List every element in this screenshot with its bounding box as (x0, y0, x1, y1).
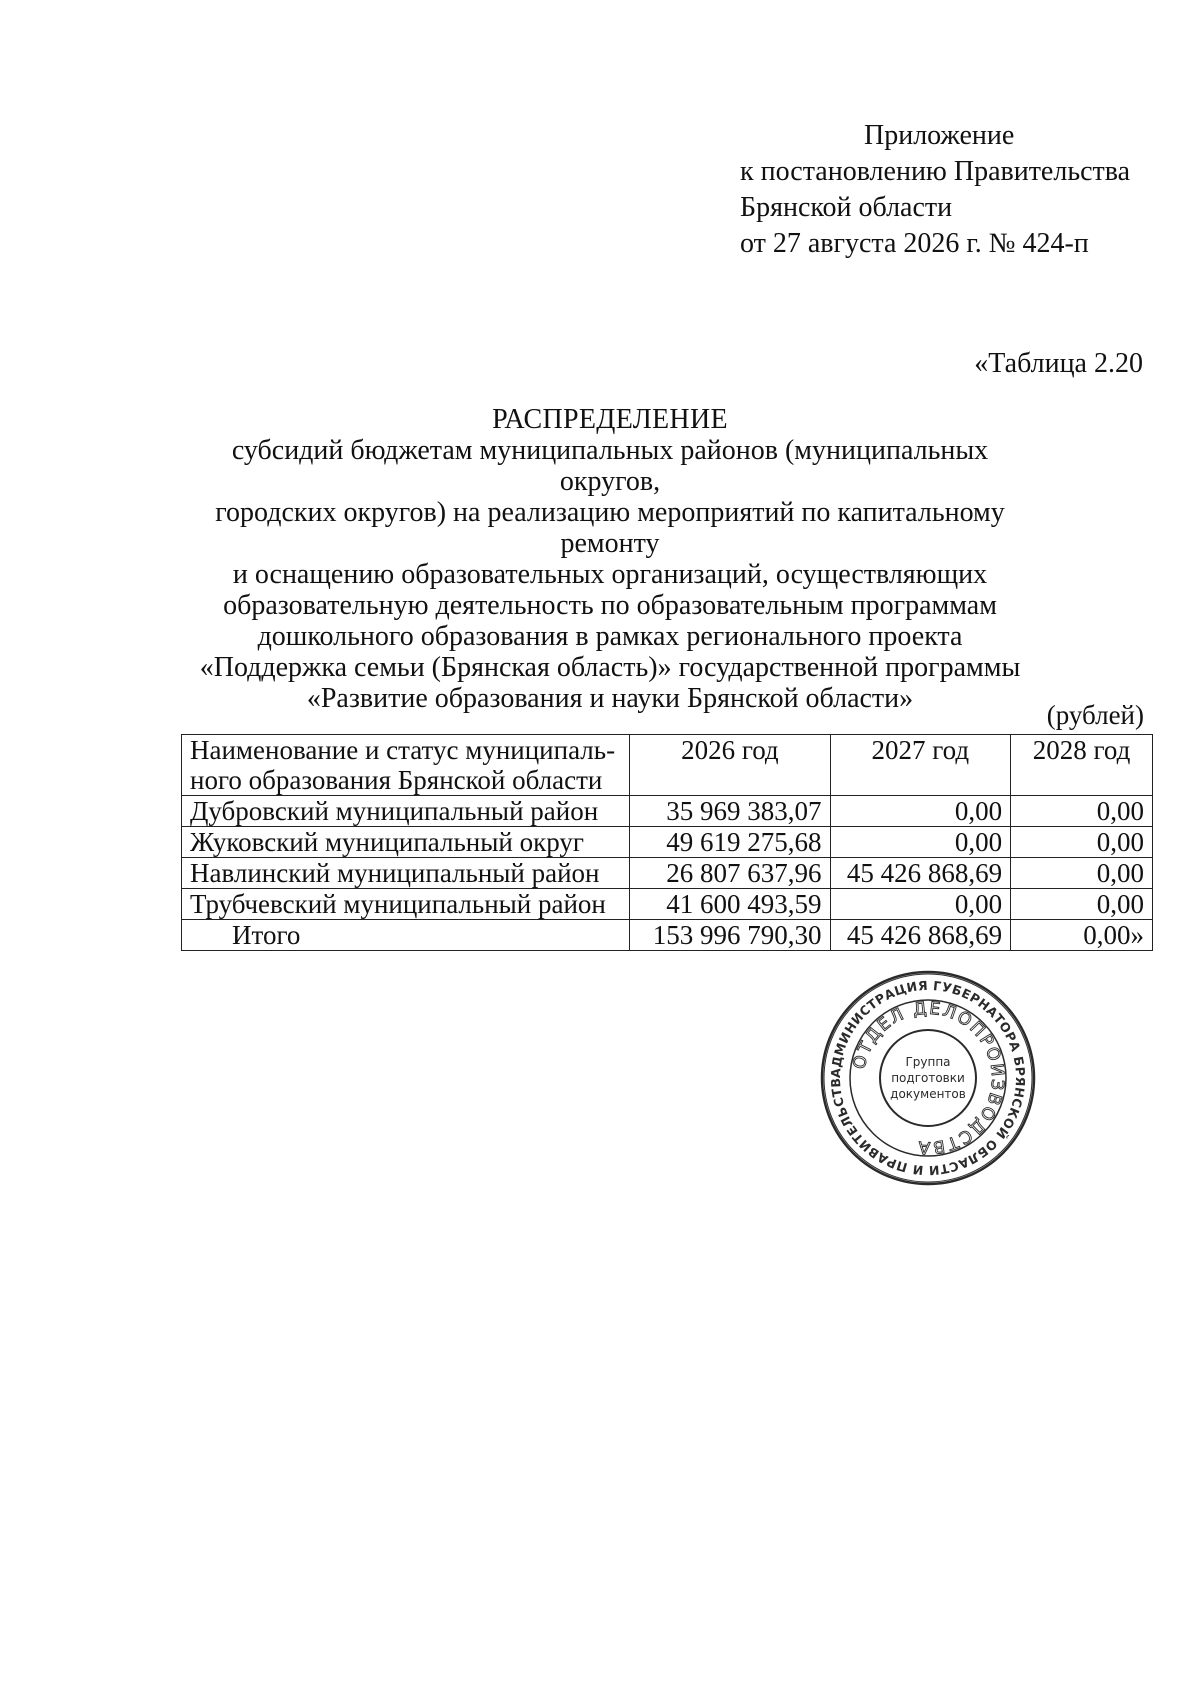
header-name-line: ного образования Брянской области (190, 765, 603, 795)
heading-line: дошкольного образования в рамках регионального проекта (257, 621, 963, 652)
heading-line: городских округов) на реализацию мероприятий по капитальному ремонту (215, 497, 1005, 559)
header-2026: 2026 год (630, 735, 830, 796)
row-name: Жуковский муниципальный округ (182, 827, 630, 858)
appendix-date-number: от 27 августа 2026 г. № 424-п (740, 228, 1089, 259)
subsidy-table (181, 734, 1153, 951)
row-name: Навлинский муниципальный район (182, 858, 630, 889)
appendix-block (740, 118, 1130, 262)
row-2027: 0,00 (830, 796, 1011, 827)
stamp-seal-icon (818, 968, 1038, 1188)
unit-label: (рублей) (1046, 700, 1144, 730)
row-2028: 0,00 (1011, 858, 1153, 889)
stamp-outer-text: АДМИНИСТРАЦИЯ ГУБЕРНАТОРА БРЯНСКОЙ ОБЛАСТИ И ПРАВИТЕЛЬСТВ (827, 977, 1029, 1179)
table-row (182, 889, 1153, 920)
header-2028: 2028 год (1011, 735, 1153, 796)
row-2026: 35 969 383,07 (630, 796, 830, 827)
stamp-center-line: подготовки (891, 1071, 965, 1085)
appendix-title: Приложение (864, 120, 1015, 151)
stamp-center-line: документов (890, 1087, 966, 1101)
header-name-line: Наименование и статус муниципаль- (190, 735, 616, 765)
header-name (182, 735, 630, 796)
table-row (182, 796, 1153, 827)
row-2027: 0,00 (830, 827, 1011, 858)
heading-line: и оснащению образовательных организаций, осуществляющих (232, 559, 988, 590)
header-2027: 2027 год (830, 735, 1011, 796)
row-2027: 0,00 (830, 889, 1011, 920)
row-2028: 0,00 (1011, 796, 1153, 827)
total-name: Итого (182, 920, 630, 951)
heading-line: субсидий бюджетам муниципальных районов (муниципальных округов, (231, 435, 989, 497)
heading-line: образовательную деятельность по образовательным программам (223, 590, 997, 621)
table-reference: «Таблица 2.20 (974, 348, 1143, 379)
row-2028: 0,00 (1011, 827, 1153, 858)
appendix-line: к постановлению Правительства (740, 156, 1131, 187)
total-2028: 0,00» (1011, 920, 1153, 951)
stamp-inner-text: ОТДЕЛ ДЕЛОПРОИЗВОДСТВА (849, 998, 1008, 1158)
row-2026: 26 807 637,96 (630, 858, 830, 889)
row-2027: 45 426 868,69 (830, 858, 1011, 889)
table-total-row (182, 920, 1153, 951)
table-header-row (182, 735, 1153, 796)
row-2028: 0,00 (1011, 889, 1153, 920)
table-row (182, 858, 1153, 889)
row-name: Трубчевский муниципальный район (182, 889, 630, 920)
total-2027: 45 426 868,69 (830, 920, 1011, 951)
table-row (182, 827, 1153, 858)
heading-line: «Развитие образования и науки Брянской области» (306, 683, 914, 714)
row-2026: 49 619 275,68 (630, 827, 830, 858)
row-2026: 41 600 493,59 (630, 889, 830, 920)
heading-title: РАСПРЕДЕЛЕНИЕ (492, 404, 728, 435)
document-heading (180, 404, 1040, 714)
appendix-line: Брянской области (740, 192, 953, 223)
stamp-center-line: Группа (905, 1055, 951, 1069)
row-name: Дубровский муниципальный район (182, 796, 630, 827)
total-2026: 153 996 790,30 (630, 920, 830, 951)
heading-line: «Поддержка семьи (Брянская область)» государственной программы (199, 652, 1021, 683)
office-stamp (818, 968, 1038, 1188)
